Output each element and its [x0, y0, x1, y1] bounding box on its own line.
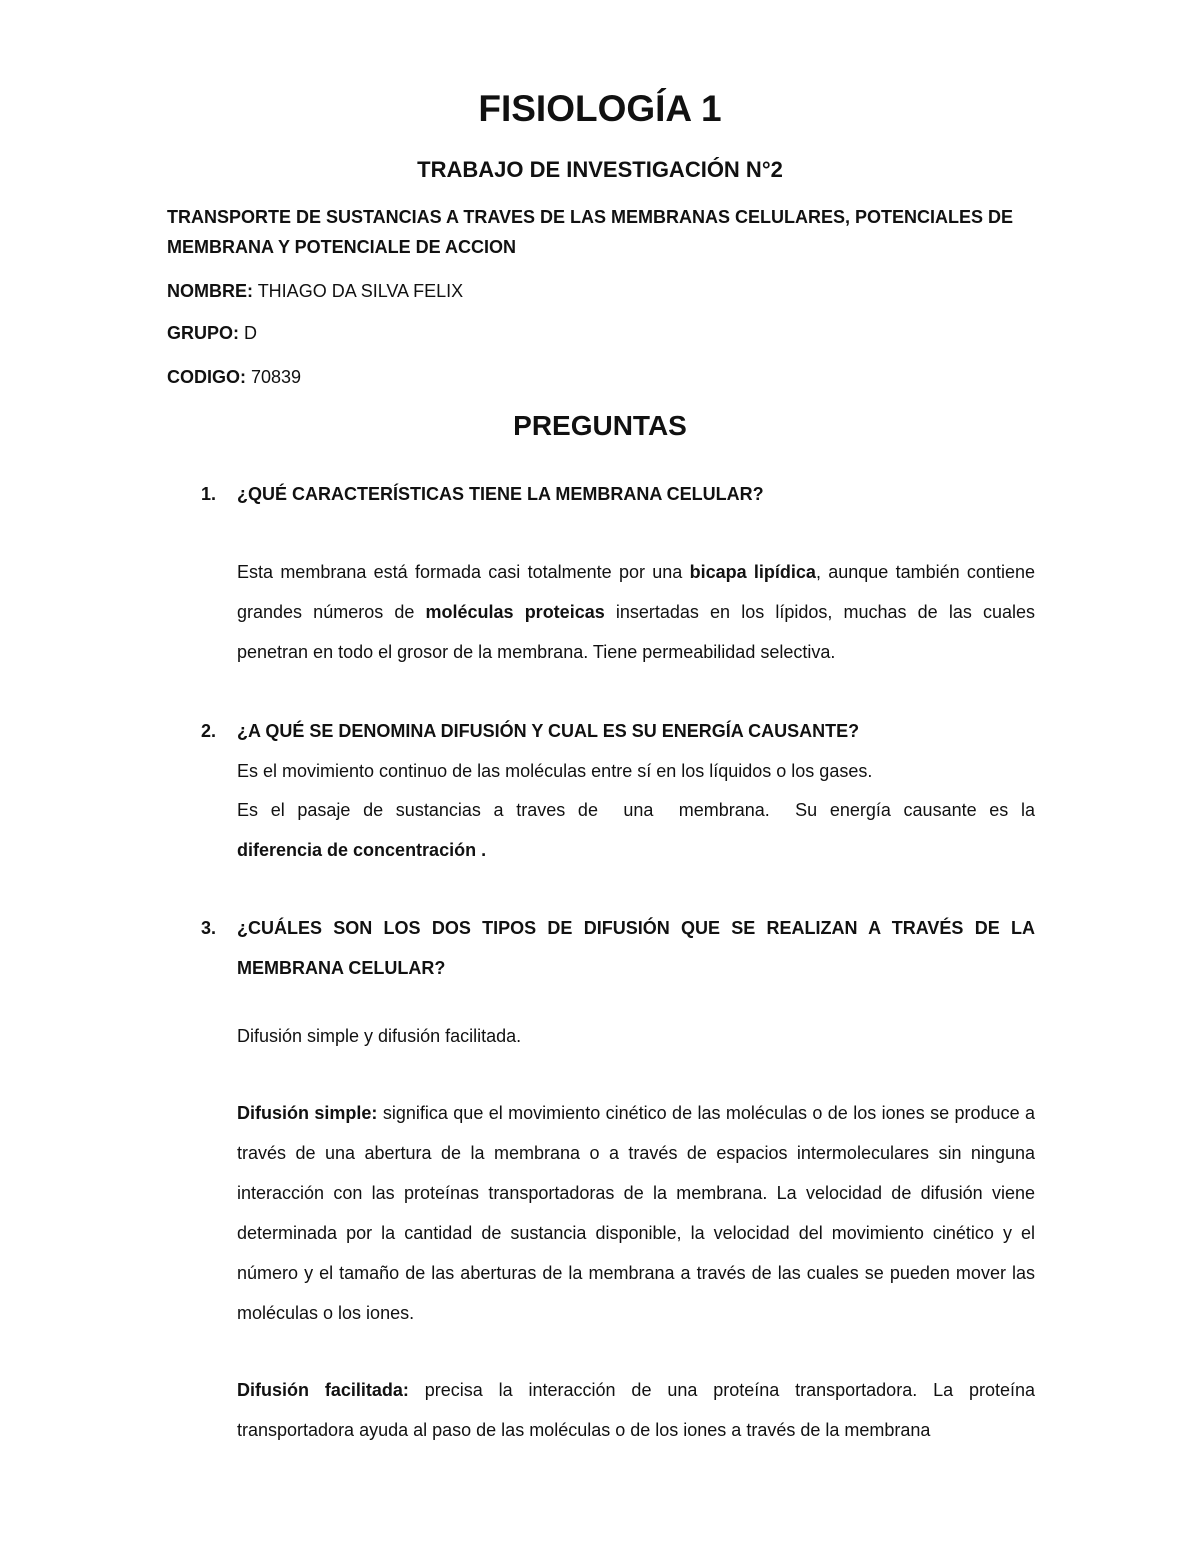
question-3 — [167, 908, 1035, 988]
student-name-value: THIAGO DA SILVA FELIX — [257, 281, 464, 301]
answer-2-emphasis: diferencia de concentración . — [237, 840, 487, 860]
question-number: 3. — [201, 918, 217, 938]
question-title: ¿QUÉ CARACTERÍSTICAS TIENE LA MEMBRANA CELULAR? — [237, 484, 764, 504]
answer-3-facilitated-paragraph — [237, 1370, 1035, 1450]
topic-line-1: TRANSPORTE DE SUSTANCIAS A TRAVES DE LAS MEMBRANAS CELULARES, POTENCIALES DE — [167, 207, 1014, 227]
answer-text: , aunque también contiene grandes números de — [237, 562, 1035, 622]
question-1 — [167, 474, 1035, 514]
question-title: ¿CUÁLES SON LOS DOS TIPOS DE DIFUSIÓN QUE SE REALIZAN A TRAVÉS DE LA MEMBRANA CELULAR? — [237, 918, 1035, 978]
answer-text: Esta membrana está formada casi totalmente por una — [237, 562, 690, 582]
simple-diffusion-label: Difusión simple: — [237, 1103, 378, 1123]
code-label: CODIGO: — [167, 367, 246, 387]
question-number: 2. — [201, 721, 217, 741]
facilitated-diffusion-text: precisa la interacción de una proteína transportadora. La proteína transportadora ayuda al paso de las moléculas o de los iones a través de la membrana — [237, 1380, 1036, 1440]
answer-emphasis: bicapa lipídica — [689, 562, 816, 582]
answer-3-summary: Difusión simple y difusión facilitada. — [237, 1026, 522, 1046]
code-value: 70839 — [251, 367, 302, 387]
answer-emphasis: moléculas proteicas — [425, 602, 605, 622]
group-line — [167, 318, 1035, 348]
code-line — [167, 362, 1035, 392]
answer-2-line-1: Es el movimiento continuo de las moléculas entre sí en los líquidos o los gases. — [237, 761, 873, 781]
document-subtitle: TRABAJO DE INVESTIGACIÓN N°2 — [417, 157, 783, 182]
section-title: PREGUNTAS — [513, 410, 687, 441]
group-value: D — [244, 323, 258, 343]
answer-text: insertadas en los lípidos, muchas de las cuales penetran en todo el grosor de la membrana. Tiene permeabilidad selectiva. — [237, 602, 1036, 662]
answer-3-simple-paragraph — [237, 1093, 1035, 1333]
document-title: FISIOLOGÍA 1 — [478, 88, 722, 129]
question-2 — [167, 711, 1035, 751]
student-name-line — [167, 276, 1035, 306]
question-title: ¿A QUÉ SE DENOMINA DIFUSIÓN Y CUAL ES SU ENERGÍA CAUSANTE? — [237, 721, 860, 741]
group-label: GRUPO: — [167, 323, 239, 343]
answer-1 — [237, 552, 1035, 672]
student-name-label: NOMBRE: — [167, 281, 253, 301]
facilitated-diffusion-label: Difusión facilitada: — [237, 1380, 409, 1400]
topic-line-2: MEMBRANA Y POTENCIALE DE ACCION — [167, 237, 517, 257]
answer-2-line-2: Es el pasaje de sustancias a traves de una membrana. Su energía causante es la — [237, 800, 1035, 820]
question-number: 1. — [201, 484, 217, 504]
simple-diffusion-text: significa que el movimiento cinético de las moléculas o de los iones se produce a través de una abertura de la membrana o a través de espacios intermoleculares sin ninguna interacción con las proteínas transportadoras de la membrana. La velocidad de difusión viene determinada por la cantidad de sustancia disponible, la velocidad del movimiento cinético y el número y el tamaño de las aberturas de la membrana a través de las cuales se pueden mover las moléculas o los iones. — [237, 1103, 1036, 1323]
